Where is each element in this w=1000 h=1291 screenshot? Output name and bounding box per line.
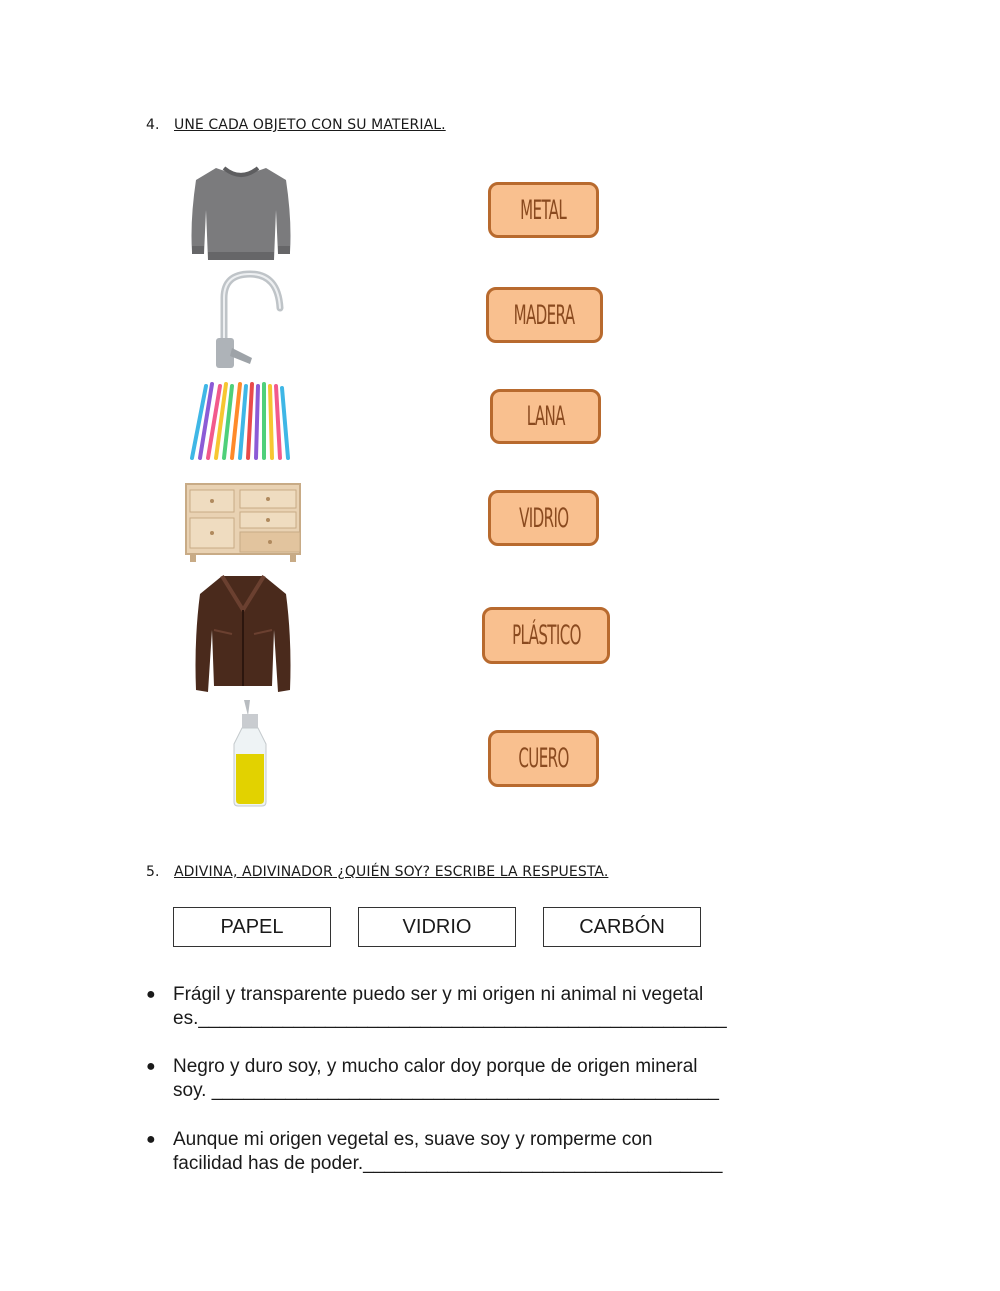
riddle-answer-line[interactable]: soy. ________________________________________________ [173, 1080, 719, 1101]
section-4-title: UNE CADA OBJETO CON SU MATERIAL. [174, 117, 446, 133]
material-label-madera[interactable] [486, 287, 603, 343]
riddle-1 [146, 983, 766, 1031]
word-box-papel: PAPEL [173, 907, 331, 947]
riddle-answer-line[interactable]: facilidad has de poder.__________________________________ [173, 1153, 723, 1174]
drawer-chest-image [184, 478, 302, 564]
material-text: PLÁSTICO [511, 620, 581, 651]
oil-cruet-image [228, 696, 274, 808]
material-label-lana[interactable] [490, 389, 601, 444]
bullet-icon: ● [146, 1058, 156, 1075]
section-5-number: 5. [146, 864, 160, 880]
riddle-2 [146, 1055, 766, 1103]
section-4-heading [146, 117, 446, 133]
material-text: METAL [520, 194, 567, 226]
leather-jacket-image [192, 570, 294, 698]
riddle-answer-line[interactable]: es.__________________________________________________ [173, 1008, 727, 1029]
word-box-carbon: CARBÓN [543, 907, 701, 947]
riddle-3 [146, 1128, 766, 1176]
section-5-title: ADIVINA, ADIVINADOR ¿QUIÉN SOY? ESCRIBE LA RESPUESTA. [174, 864, 609, 880]
straws-image [186, 380, 296, 464]
material-label-cuero[interactable] [488, 730, 599, 787]
material-text: VIDRIO [518, 502, 569, 534]
material-label-plastico[interactable] [482, 607, 610, 664]
riddle-line: Negro y duro soy, y mucho calor doy porque de origen mineral [173, 1056, 698, 1077]
section-5-heading [146, 864, 608, 880]
riddle-line: Frágil y transparente puedo ser y mi origen ni animal ni vegetal [173, 984, 704, 1005]
faucet-image [206, 268, 286, 372]
riddle-line: Aunque mi origen vegetal es, suave soy y romperme con [173, 1129, 653, 1150]
material-text: LANA [526, 401, 565, 432]
bullet-icon: ● [146, 1131, 156, 1148]
sweater-image [186, 160, 296, 266]
material-text: MADERA [514, 299, 575, 331]
word-box-vidrio: VIDRIO [358, 907, 516, 947]
material-text: CUERO [518, 743, 569, 774]
bullet-icon: ● [146, 986, 156, 1003]
section-4-number: 4. [146, 117, 160, 133]
material-label-vidrio[interactable] [488, 490, 599, 546]
material-label-metal[interactable] [488, 182, 599, 238]
